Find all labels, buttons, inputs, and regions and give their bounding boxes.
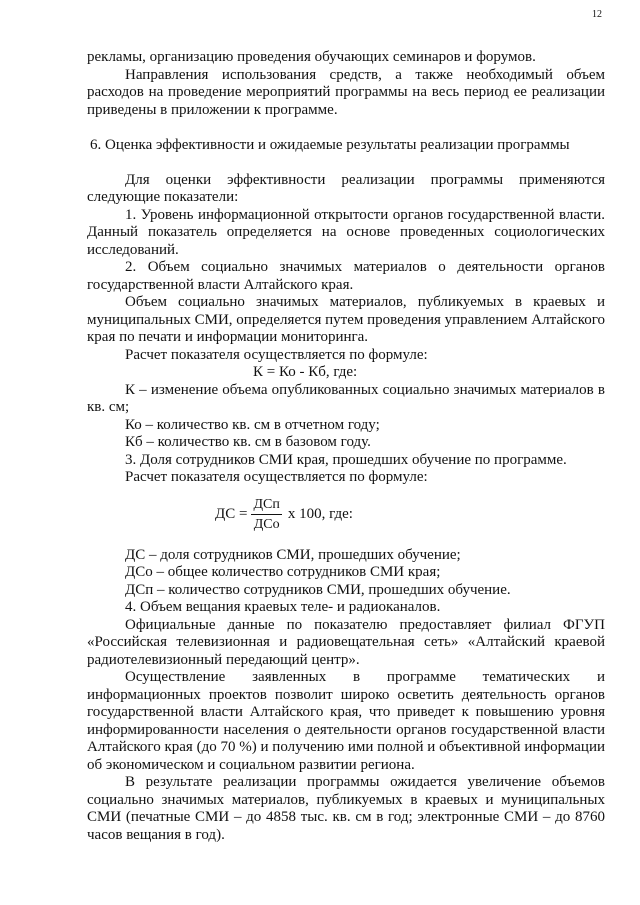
definition-dso: ДСо – общее количество сотрудников СМИ края; [125,564,441,580]
indicator-2: 2. Объем социально значимых материалов о деятельности органов государственной власти Алтайского края. [87,259,605,293]
calc-intro-1: Расчет показателя осуществляется по формуле: [125,346,428,363]
definition-ds: ДС – доля сотрудников СМИ, прошедших обучение; [125,546,461,563]
definition-kb: Кб – количество кв. см в базовом году. [125,434,371,450]
definition-dsp: ДСп – количество сотрудников СМИ, прошедших обучение. [125,581,511,598]
formula-ds-denominator: ДСо [253,517,280,532]
indicator-4: 4. Объем вещания краевых теле- и радиоканалов. [125,599,441,615]
indicator-2-description: Объем социально значимых материалов, публикуемых в краевых и муниципальных СМИ, определяется путем проведения управлением Алтайского края по печати и информации мониторинга. [87,294,605,345]
section-heading: 6. Оценка эффективности и ожидаемые результаты реализации программы [90,137,570,153]
document-body [87,49,605,844]
formula-ds-lhs: ДС = [215,505,248,522]
formula-ds [87,490,605,540]
formula-k: К = Ко - Кб, где: [253,364,358,380]
definition-ko: Ко – количество кв. см в отчетном году; [125,416,380,433]
formula-ds-fraction [251,496,281,533]
formula-ds-numerator: ДСп [251,496,281,515]
indicator-1: 1. Уровень информационной открытости органов государственной власти. Данный показатель определяется на основе проведенных социологических исследований. [87,206,605,258]
definition-k: К – изменение объема опубликованных социально значимых материалов в кв. см; [87,381,605,415]
page-number: 12 [592,9,602,20]
paragraph-effect: Осуществление заявленных в программе тематических и информационных проектов позволит широко осветить деятельность органов государственной власти Алтайского края, что приведет к повышению уровня информированности населения о деятельности органов государственной власти Алтайского края (до 70 %) и получению ими полной и объективной информации об экономическом и социальном развитии региона. [87,669,605,773]
indicator-3: 3. Доля сотрудников СМИ края, прошедших обучение по программе. [125,451,567,468]
paragraph-result: В результате реализации программы ожидается увеличение объемов социально значимых материалов, публикуемых в краевых и муниципальных СМИ (печатные СМИ – до 4858 тыс. кв. см в год; электронные СМИ – до 8760 часов вещания в год). [87,774,605,843]
formula-ds-rhs: х 100, где: [287,505,353,522]
paragraph-continuation: рекламы, организацию проведения обучающих семинаров и форумов. [87,49,536,65]
paragraph-funding-directions: Направления использования средств, а также необходимый объем расходов на проведение мероприятий программы на весь период ее реализации приведены в приложении к программе. [87,66,605,118]
calc-intro-2: Расчет показателя осуществляется по формуле: [125,469,428,485]
indicator-4-description: Официальные данные по показателю предоставляет филиал ФГУП «Российская телевизионная и радиовещательная сеть» «Алтайский краевой радиотелевизионный передающий центр». [87,616,605,668]
paragraph-intro: Для оценки эффективности реализации программы применяются следующие показатели: [87,171,605,205]
